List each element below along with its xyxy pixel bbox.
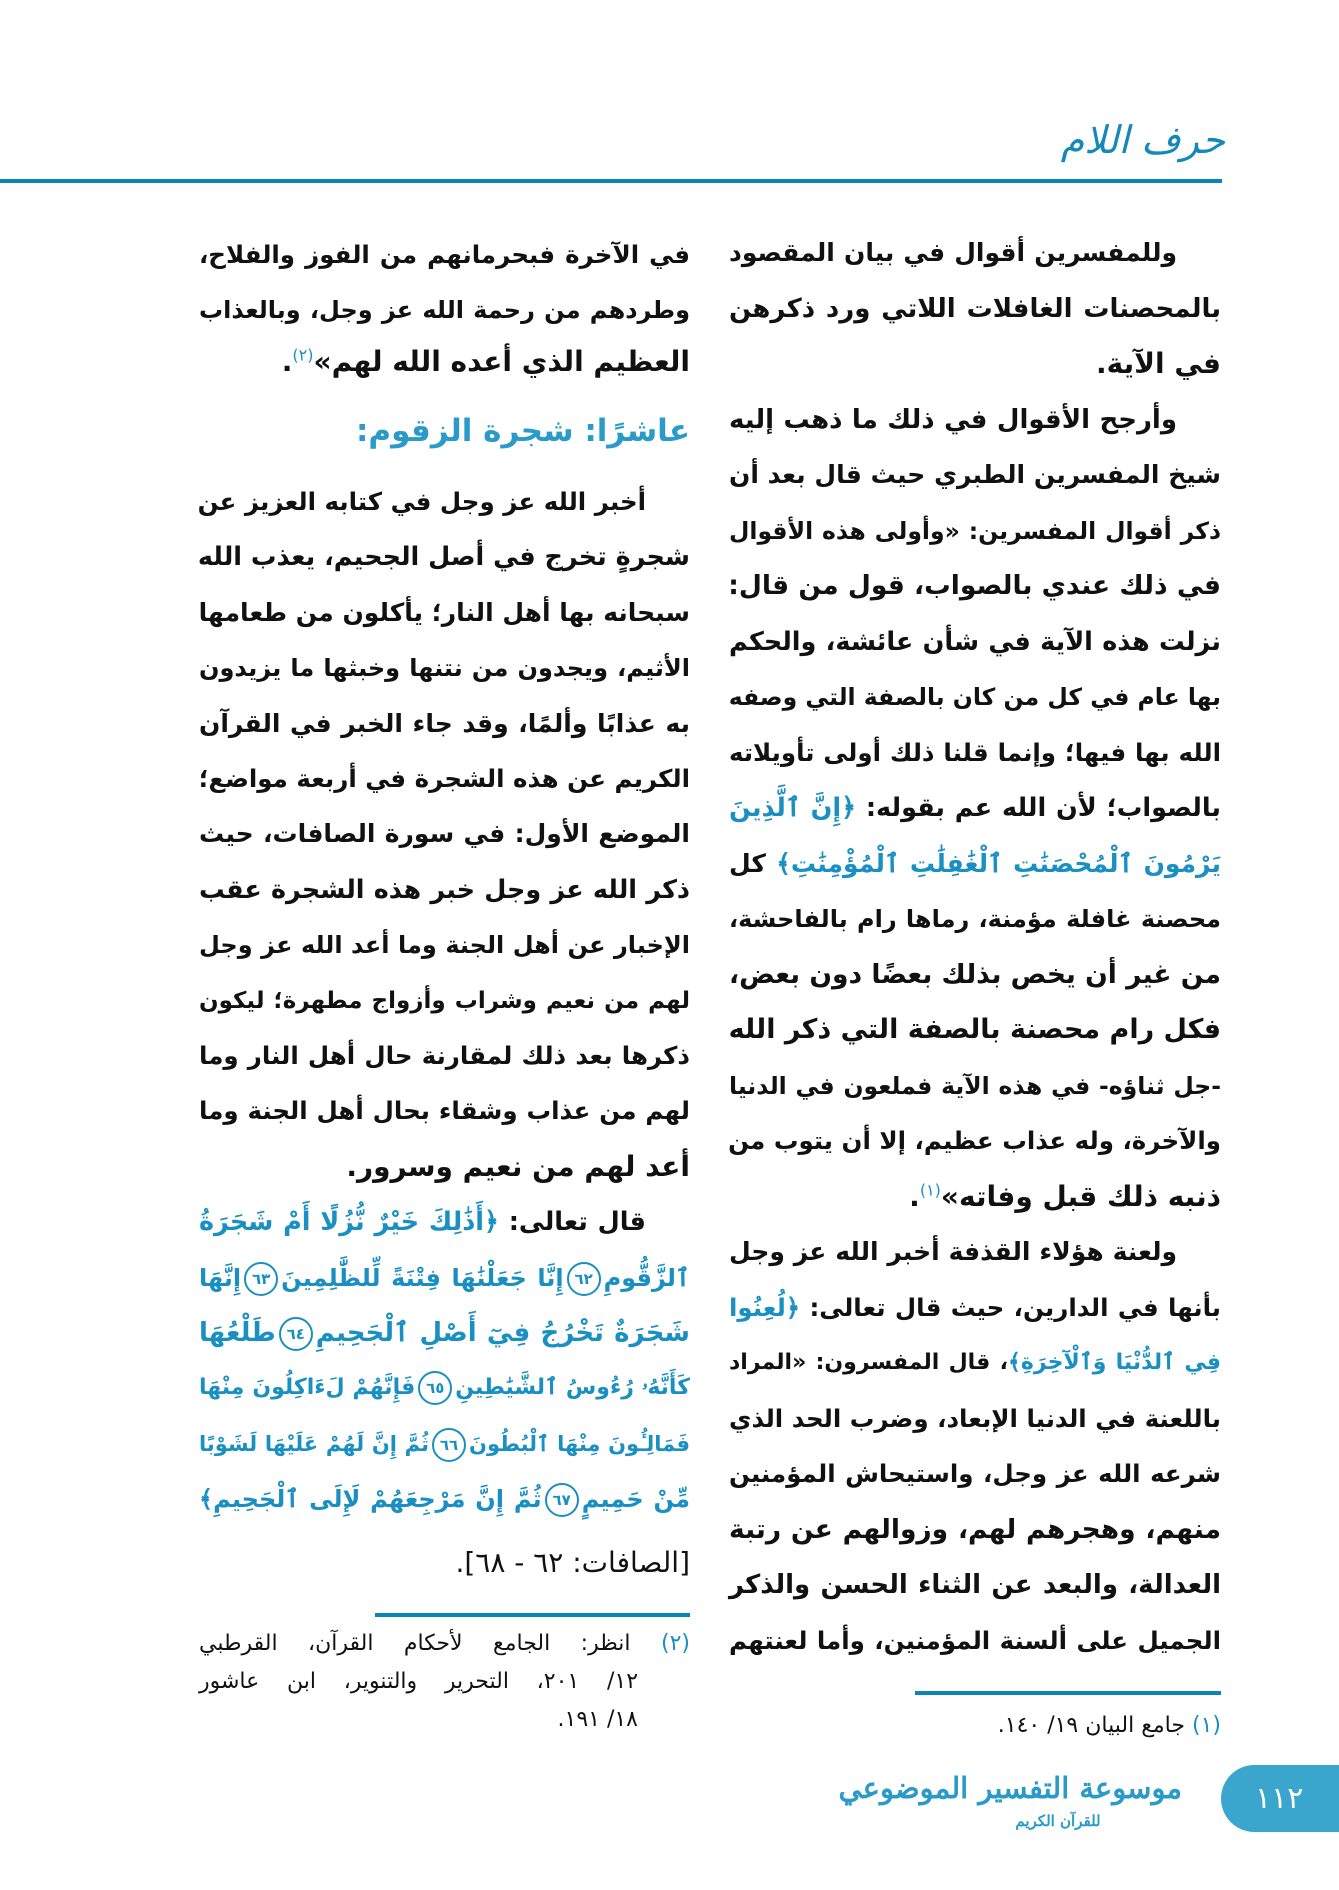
body-text: في الآية. [1096, 347, 1221, 380]
left-column-line [199, 337, 690, 387]
body-text: والآخرة، وله عذاب عظيم، إلا أن يتوب من [728, 1126, 1221, 1155]
left-column-line [199, 920, 690, 970]
right-column-line [729, 1394, 1221, 1444]
body-text: الأثيم، ويجدون من نتنها وخبثها ما يزيدون [199, 654, 690, 683]
footnote-text: ١٢/ ٢٠١، التحرير والتنوير، ابن عاشور [199, 1669, 639, 1694]
right-column-line [729, 1616, 1221, 1666]
right-column-line [729, 950, 1221, 1000]
verse-citation: [الصافات: ٦٢ - ٦٨]. [455, 1546, 690, 1579]
body-text: نزلت هذه الآية في شأن عائشة، والحكم [729, 626, 1221, 657]
body-text: بالمحصنات الغافلات اللاتي ورد ذكرهن [729, 293, 1221, 324]
quran-verse-text: كَأَنَّهُۥ رُءُوسُ ٱلشَّيَٰطِينِ [455, 1375, 690, 1401]
quran-verse-text: يَرْمُونَ ٱلْمُحْصَنَٰتِ ٱلْغَٰفِلَٰتِ ٱلْمُؤْمِنَٰتِ﴾ [776, 848, 1221, 878]
verse-number-marker: ٦٣ [244, 1262, 278, 1296]
encyclopedia-logo [838, 1766, 1182, 1844]
body-text: شجرةٍ تخرج في أصل الجحيم، يعذب الله [197, 542, 690, 573]
verse-number-marker: ٦٦ [432, 1428, 466, 1462]
body-text: وللمفسرين أقوال في بيان المقصود [729, 238, 1177, 267]
body-text: العدالة، والبعد عن الثناء الحسن والذكر [729, 1570, 1221, 1600]
left-column-line [199, 230, 690, 280]
left-column-line [199, 1253, 690, 1303]
right-column-line [729, 339, 1221, 389]
body-text: شيخ المفسرين الطبري حيث قال بعد أن [729, 460, 1221, 489]
footnote-number: (٢) [660, 1631, 690, 1656]
body-text: بها عام في كل من كان بالصفة التي وصفه [728, 683, 1221, 711]
right-column-line [729, 450, 1221, 500]
body-text: من غير أن يخص بذلك بعضًا دون بعض، [729, 958, 1221, 990]
body-text: ذكرها بعد ذلك لمقارنة حال أهل النار وما [199, 1041, 690, 1070]
quran-verse-text: فَإِنَّهُمْ لَءَاكِلُونَ مِنْهَا [199, 1375, 416, 1401]
left-column-line [199, 809, 690, 859]
quran-verse-text: ثُمَّ إِنَّ مَرْجِعَهُمْ لَإِلَى ٱلْجَحِيمِ﴾ [199, 1485, 542, 1514]
right-column-line [729, 1338, 1221, 1388]
chapter-title: حرف اللام [1060, 118, 1225, 162]
left-column-line [199, 588, 690, 638]
logo-title: موسوعة التفسير الموضوعي [838, 1771, 1182, 1805]
quran-verse-text: ﴿لُعِنُوا [729, 1292, 801, 1322]
quran-verse-text: طَلْعُهَا [199, 1318, 276, 1348]
footnote-reference[interactable]: (١) [919, 1180, 941, 1200]
right-column-line [729, 1005, 1221, 1055]
body-text: سبحانه بها أهل النار؛ يأكلون من طعامها [198, 597, 690, 627]
right-column-line [729, 1283, 1221, 1333]
page-number-badge [1221, 1765, 1339, 1832]
page-number: ١١٢ [1255, 1781, 1304, 1816]
footnote-text: انظر: الجامع لأحكام القرآن، القرطبي [199, 1631, 631, 1656]
body-text: الله بها فيها؛ وإنما قلنا ذلك أولى تأويلاته [729, 737, 1221, 767]
body-text: وطردهم من رحمة الله عز وجل، وبالعذاب [199, 296, 690, 324]
quran-verse-text: مِّنْ حَمِيمٍ [581, 1485, 690, 1514]
body-text: محصنة غافلة مؤمنة، رماها رام بالفاحشة، [729, 905, 1221, 933]
left-column-line [199, 477, 690, 527]
body-text: في الآخرة فبحرمانهم من الفوز والفلاح، [199, 240, 690, 269]
quran-verse-text: إِنَّهَا [199, 1263, 242, 1292]
footnote-text: جامع البيان ١٩/ ١٤٠. [997, 1713, 1185, 1738]
left-column-line [199, 532, 690, 582]
quran-verse-text: ﴿إِنَّ ٱلَّذِينَ [729, 793, 857, 823]
section-heading: عاشرًا: شجرة الزقوم: [355, 413, 690, 449]
right-column-line [729, 1560, 1221, 1610]
body-text: . [281, 345, 293, 378]
verse-number-marker: ٦٤ [279, 1317, 313, 1351]
left-column-line [199, 1197, 690, 1247]
body-text: به عذابًا وألمًا، وقد جاء الخبر في القرآن [199, 708, 690, 738]
right-column-line [729, 284, 1221, 334]
right-column-line [729, 561, 1221, 611]
body-text: منهم، وهجرهم لهم، وزوالهم عن رتبة [729, 1513, 1221, 1545]
body-text: بالصواب؛ لأن الله عم بقوله: [856, 793, 1221, 823]
left-column-line [199, 699, 690, 749]
footnote-line [199, 1701, 690, 1739]
footnote-line [199, 1663, 690, 1701]
quran-verse-text: شَجَرَةٌ تَخْرُجُ فِيٓ أَصْلِ ٱلْجَحِيمِ [315, 1318, 690, 1348]
right-column-line [729, 1227, 1221, 1277]
body-text: ، قال المفسرون: «المراد [729, 1350, 1008, 1375]
body-text: فكل رام محصنة بالصفة التي ذكر الله [728, 1014, 1221, 1045]
body-text: لهم من عذاب وشقاء بحال أهل الجنة وما [199, 1096, 690, 1126]
footnote-line [199, 1625, 690, 1663]
right-column-line [729, 1449, 1221, 1499]
left-column-line [199, 643, 690, 693]
left-column-line [199, 285, 690, 335]
footnote-divider-right [915, 1691, 1221, 1695]
right-column-line [729, 617, 1221, 667]
body-text: أعد لهم من نعيم وسرور. [346, 1149, 690, 1183]
body-text: شرعه الله عز وجل، واستيحاش المؤمنين [729, 1459, 1221, 1488]
quran-verse-text: إِنَّا جَعَلْنَٰهَا فِتْنَةً لِّلظَّٰلِمِينَ [281, 1263, 564, 1292]
left-column-line [199, 865, 690, 915]
footnote-text: ١٨/ ١٩١. [557, 1707, 638, 1732]
body-text: في ذلك عندي بالصواب، قول من قال: [728, 570, 1221, 601]
quran-verse-text: ثُمَّ إِنَّ لَهُمْ عَلَيْهَا لَشَوْبًا [199, 1431, 430, 1456]
body-text: الإخبار عن أهل الجنة وما أعد الله عز وجل [199, 931, 690, 960]
verse-number-marker: ٦٧ [545, 1483, 579, 1517]
left-column-line [199, 1538, 690, 1588]
left-column-line [199, 1474, 690, 1524]
body-text: أخبر الله عز وجل في كتابه العزيز عن [197, 487, 646, 516]
footnote-left [199, 1625, 690, 1739]
right-column-line [729, 894, 1221, 944]
footnote-divider-left [375, 1613, 690, 1617]
right-column-line [729, 395, 1221, 445]
left-column-line [199, 1031, 690, 1081]
body-text: كل [729, 848, 777, 878]
body-text: الكريم عن هذه الشجرة في أربعة مواضع؛ [198, 764, 690, 793]
logo-subtitle: للقرآن الكريم [1015, 1812, 1101, 1830]
right-column-line [729, 728, 1221, 778]
left-column-line [199, 1308, 690, 1358]
body-text: ذكر أقوال المفسرين: «وأولى هذه الأقوال [729, 516, 1221, 545]
body-text: ولعنة هؤلاء القذفة أخبر الله عز وجل [729, 1237, 1177, 1266]
verse-number-marker: ٦٥ [418, 1371, 452, 1405]
body-text: . [909, 1179, 920, 1213]
right-column-line [729, 506, 1221, 556]
body-text: لهم من نعيم وشراب وأزواج مطهرة؛ ليكون [199, 987, 690, 1014]
right-column-line [729, 672, 1221, 722]
right-column-line [729, 228, 1221, 278]
body-text: وأرجح الأقوال في ذلك ما ذهب إليه [729, 404, 1177, 435]
quran-verse-text: ٱلزَّقُّومِ [603, 1263, 690, 1292]
right-column-line [729, 1116, 1221, 1166]
body-text: ذنبه ذلك قبل وفاته» [940, 1179, 1221, 1213]
footnote-line [729, 1707, 1221, 1745]
quran-verse-text: ﴿أَذَٰلِكَ خَيْرٌ نُّزُلًا أَمْ شَجَرَةُ [199, 1207, 499, 1238]
footnote-number: (١) [1191, 1713, 1221, 1738]
body-text: -جل ثناؤه- في هذه الآية فملعون في الدنيا [729, 1071, 1221, 1100]
right-column-line [729, 1505, 1221, 1555]
body-text: الجميل على ألسنة المؤمنين، وأما لعنتهم [729, 1625, 1221, 1655]
left-column-line [199, 1363, 690, 1413]
right-column [729, 0, 1221, 1700]
quran-verse-text: فَمَالِـُٔونَ مِنْهَا ٱلْبُطُونَ [469, 1431, 691, 1456]
body-text: قال تعالى: [498, 1207, 646, 1238]
left-column-line [199, 976, 690, 1026]
body-text: الموضع الأول: في سورة الصافات، حيث [199, 819, 690, 849]
quran-verse-text: فِي ٱلدُّنْيَا وَٱلْآخِرَةِ﴾ [1008, 1350, 1221, 1375]
right-column-line [729, 1061, 1221, 1111]
right-column-line [729, 1172, 1221, 1222]
footnote-right [729, 1707, 1221, 1745]
body-text: العظيم الذي أعده الله لهم» [313, 345, 690, 378]
verse-number-marker: ٦٢ [567, 1262, 601, 1296]
right-column-line [729, 783, 1221, 833]
body-text: باللعنة في الدنيا الإبعاد، وضرب الحد الذي [729, 1403, 1221, 1433]
body-text: ذكر الله عز وجل خبر هذه الشجرة عقب [199, 874, 690, 905]
right-column-line [729, 839, 1221, 889]
footnote-reference[interactable]: (٢) [292, 345, 314, 365]
left-column-line [199, 1086, 690, 1136]
left-column-line [199, 1142, 690, 1192]
left-column [199, 0, 690, 1600]
left-column-line [199, 754, 690, 804]
body-text: بأنها في الدارين، حيث قال تعالى: [800, 1292, 1221, 1322]
left-column-line [199, 1419, 690, 1469]
